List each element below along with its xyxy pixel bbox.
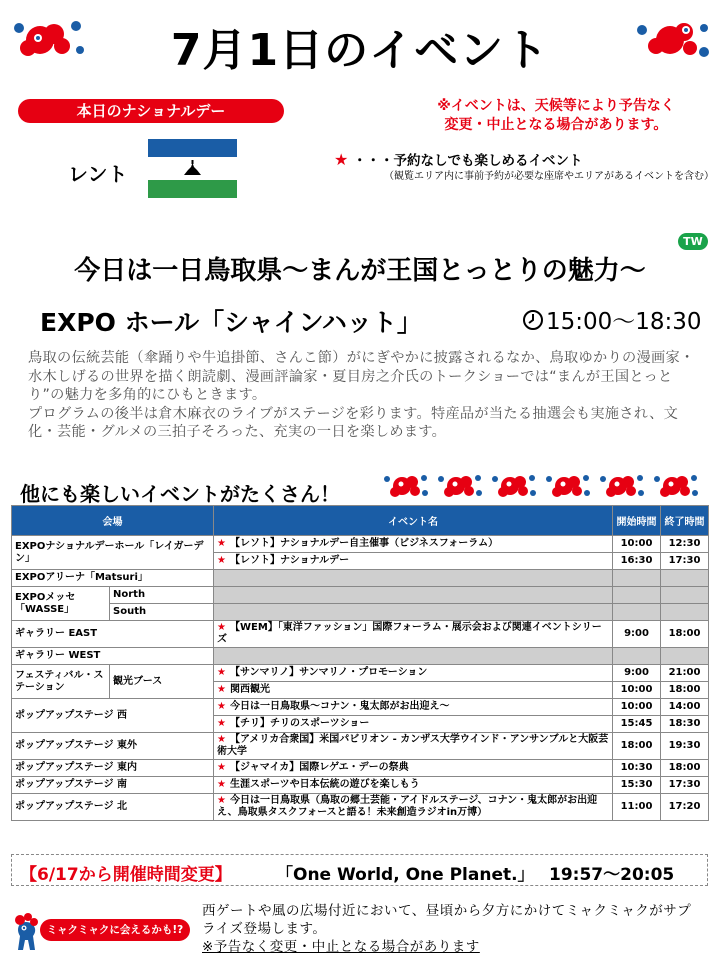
end-time: 18:00	[661, 621, 709, 648]
venue-cell: ポップアップステージ 北	[12, 794, 214, 821]
empty-cell	[661, 604, 709, 621]
expo-logo-icon	[382, 472, 430, 500]
end-time: 18:00	[661, 760, 709, 777]
venue-cell: ギャラリー EAST	[12, 621, 214, 648]
end-time: 14:00	[661, 699, 709, 716]
star-icon: ★	[217, 667, 226, 678]
feature-time-text: 15:00～18:30	[546, 309, 702, 335]
end-time: 12:30	[661, 536, 709, 553]
start-time: 9:00	[613, 665, 661, 682]
start-time: 10:30	[613, 760, 661, 777]
table-row	[12, 621, 709, 648]
venue-cell: ポップアップステージ 南	[12, 777, 214, 794]
clock-icon	[522, 309, 544, 331]
start-time: 15:30	[613, 777, 661, 794]
notice-line-1: ※イベントは、天候等により予告なく	[437, 98, 675, 114]
event-name: 今日は一日鳥取県～コナン・鬼太郎がお出迎え～	[229, 701, 450, 712]
country-name: レント	[68, 162, 128, 186]
myaku-note: ※予告なく変更・中止となる場合があります	[202, 939, 480, 955]
empty-cell	[613, 587, 661, 604]
schedule-change-time: 19:57～20:05	[549, 865, 675, 885]
venue-cell: EXPOメッセ「WASSE」	[12, 587, 110, 621]
legend-text: ・・・予約なしでも楽しめるイベント	[353, 153, 583, 169]
event-cell	[214, 621, 613, 648]
venue-cell: フェスティバル・ステーション	[12, 665, 110, 699]
page-title: 7月1日のイベント	[170, 25, 550, 76]
table-header-row	[12, 506, 709, 536]
end-time: 21:00	[661, 665, 709, 682]
sub-venue-cell: South	[110, 604, 214, 621]
empty-cell	[214, 570, 613, 587]
empty-cell	[214, 604, 613, 621]
feature-description: 鳥取の伝統芸能（傘踊りや牛追掛節、さんこ節）がにぎやかに披露されるなか、鳥取ゆかりの漫画家・水木しげるの世界を描く朗読劇、漫画評論家・夏目房之介氏のトークショーでは“まんが王国とっとり”の魅力を多角的にひもときます。 プログラムの後半は倉木麻衣のライブがステージを彩ります。特産品が当たる抽選会も実施され、文化・芸能・グルメの三拍子そろった、充実の一日を楽しめます。	[28, 350, 695, 441]
feature-venue: EXPO ホール「シャインハット」	[40, 308, 422, 337]
event-cell	[214, 777, 613, 794]
event-name: 生涯スポーツや日本伝統の遊びを楽しもう	[229, 779, 420, 790]
feature-time	[522, 303, 702, 336]
event-name: 【チリ】チリのスポーツショー	[229, 718, 370, 729]
star-icon: ★	[217, 718, 226, 729]
event-cell	[214, 665, 613, 682]
table-row	[12, 699, 709, 716]
event-name: 【レソト】ナショナルデー自主催事（ビジネスフォーラム）	[229, 538, 499, 549]
sub-venue-cell: 観光ブース	[110, 665, 214, 699]
venue-cell: EXPOナショナルデーホール「レイガーデン」	[12, 536, 214, 570]
expo-logo-icon	[544, 472, 592, 500]
table-row	[12, 570, 709, 587]
legend-subtext: （観覧エリア内に事前予約が必要な座席やエリアがあるイベントを含む）	[384, 171, 714, 182]
table-row	[12, 587, 709, 604]
event-name: 【WEM】「東洋ファッション」国際フォーラム・展示会および関連イベントシリーズ	[217, 622, 602, 645]
event-name: 【サンマリノ】サンマリノ・プロモーション	[229, 667, 428, 678]
event-cell	[214, 553, 613, 570]
expo-logo-icon	[652, 472, 700, 500]
event-cell	[214, 794, 613, 821]
star-icon: ★	[217, 779, 226, 790]
expo-logo-icon	[490, 472, 538, 500]
start-time: 15:45	[613, 716, 661, 733]
table-row	[12, 604, 709, 621]
myaku-description: 西ゲートや風の広場付近において、昼頃から夕方にかけてミャクミャクがサプライズ登場します。	[202, 903, 692, 937]
start-time: 10:00	[613, 699, 661, 716]
end-time: 17:20	[661, 794, 709, 821]
event-name: 関西観光	[229, 684, 270, 695]
empty-cell	[613, 604, 661, 621]
star-icon: ★	[217, 622, 226, 633]
schedule-change-event: 「One World, One Planet.」	[276, 865, 535, 885]
table-row	[12, 777, 709, 794]
start-time: 11:00	[613, 794, 661, 821]
table-row	[12, 760, 709, 777]
event-table	[11, 505, 709, 821]
sub-venue-cell: North	[110, 587, 214, 604]
venue-cell: ポップアップステージ 西	[12, 699, 214, 733]
venue-cell: ポップアップステージ 東外	[12, 733, 214, 760]
venue-cell: ポップアップステージ 東内	[12, 760, 214, 777]
empty-cell	[613, 648, 661, 665]
myaku-badge: ミャクミャクに会えるかも!?	[40, 919, 190, 941]
table-row	[12, 665, 709, 682]
header-venue: 会場	[12, 506, 214, 536]
start-time: 10:00	[613, 536, 661, 553]
event-cell	[214, 760, 613, 777]
sub-heading: 他にも楽しいイベントがたくさん！	[20, 482, 340, 506]
end-time: 17:30	[661, 553, 709, 570]
table-row	[12, 536, 709, 553]
legend-star-icon: ★	[334, 150, 349, 169]
venue-cell: EXPOアリーナ「Matsuri」	[12, 570, 214, 587]
expo-logo-icon	[598, 472, 646, 500]
star-icon: ★	[217, 684, 226, 695]
empty-cell	[214, 648, 613, 665]
notice-line-2: 変更・中止となる場合があります。	[444, 117, 668, 133]
event-name: 【アメリカ合衆国】米国パビリオン - カンザス大学ウインド・アンサンブルと大阪芸術大学	[217, 734, 609, 757]
event-cell	[214, 733, 613, 760]
empty-cell	[613, 570, 661, 587]
star-icon: ★	[217, 795, 226, 806]
lesotho-flag	[148, 139, 237, 198]
venue-cell: ギャラリー WEST	[12, 648, 214, 665]
start-time: 10:00	[613, 682, 661, 699]
star-icon: ★	[217, 555, 226, 566]
event-name: 【レソト】ナショナルデー	[229, 555, 350, 566]
table-row	[12, 733, 709, 760]
header-start: 開始時間	[613, 506, 661, 536]
national-day-badge: 本日のナショナルデー	[18, 99, 284, 123]
header-end: 終了時間	[661, 506, 709, 536]
end-time: 19:30	[661, 733, 709, 760]
star-icon: ★	[217, 734, 226, 745]
feature-title: 今日は一日鳥取県～まんが王国とっとりの魅力～	[74, 256, 646, 286]
star-icon: ★	[217, 701, 226, 712]
end-time: 18:30	[661, 716, 709, 733]
legend	[334, 149, 583, 169]
empty-cell	[661, 570, 709, 587]
end-time: 17:30	[661, 777, 709, 794]
event-cell	[214, 536, 613, 553]
tw-badge: TW	[678, 233, 708, 250]
star-icon: ★	[217, 762, 226, 773]
empty-cell	[661, 587, 709, 604]
event-cell	[214, 682, 613, 699]
star-icon: ★	[217, 538, 226, 549]
header-event: イベント名	[214, 506, 613, 536]
start-time: 9:00	[613, 621, 661, 648]
event-name: 今日は一日鳥取県（鳥取の郷土芸能・アイドルステージ、コナン・鬼太郎がお出迎え、鳥取県タスクフォースと語る！未来創造ラジオin万博）	[217, 795, 598, 818]
decorative-logos	[382, 472, 700, 500]
event-name: 【ジャマイカ】国際レゲエ・デーの祭典	[229, 762, 409, 773]
schedule-change-label: 【6/17から開催時間変更】	[20, 865, 232, 885]
end-time: 18:00	[661, 682, 709, 699]
myaku-mascot-icon	[12, 912, 40, 952]
start-time: 18:00	[613, 733, 661, 760]
empty-cell	[214, 587, 613, 604]
table-row	[12, 794, 709, 821]
empty-cell	[661, 648, 709, 665]
notice-text	[404, 97, 708, 135]
event-cell	[214, 699, 613, 716]
expo-logo-icon	[436, 472, 484, 500]
myaku-text	[202, 902, 702, 956]
start-time: 16:30	[613, 553, 661, 570]
table-row	[12, 648, 709, 665]
event-cell	[214, 716, 613, 733]
